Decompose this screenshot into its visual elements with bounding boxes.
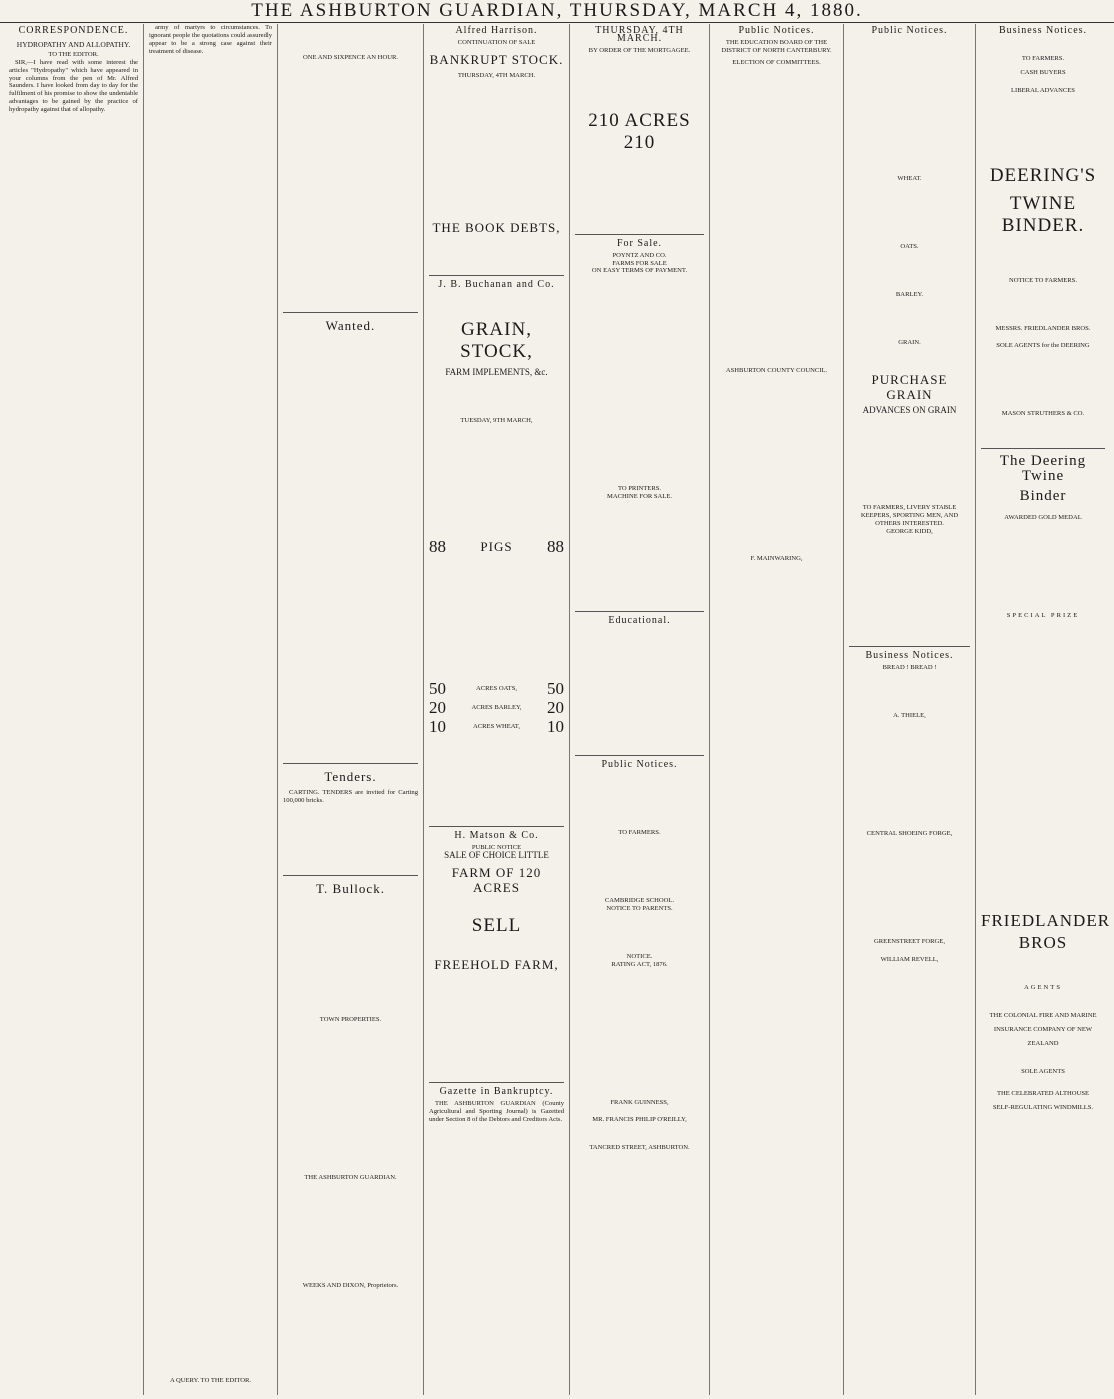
a-thiele: A. THIELE,	[893, 711, 926, 719]
barley: BARLEY.	[895, 290, 924, 298]
rating-act: RATING ACT, 1876.	[611, 960, 668, 968]
subheading-hydropathy: HYDROPATHY AND ALLOPATHY.	[16, 39, 131, 49]
acres-210: 210 ACRES 210	[588, 109, 691, 153]
deerings: DEERING'S	[989, 164, 1097, 186]
agents: AGENTS	[1023, 984, 1062, 992]
column-correspondence	[4, 24, 144, 1395]
wheat-acres-left: 10	[429, 717, 446, 737]
letter-body: SIR,—I have read with some interest the articles "Hydropathy" which have appeared in your columns from the pen of Mr. Alfred Saunders. I have looked from day to day for the fulfilment of his promise to show the undeniable advantages to be gained by the practice of hydropathy against that of allopathy.	[9, 58, 138, 114]
column-wanted	[278, 24, 424, 1395]
wheat-line	[429, 717, 564, 736]
binder: Binder	[1019, 488, 1067, 505]
heading-public-notices-2: Public Notices.	[738, 25, 815, 36]
advances-on-grain: ADVANCES ON GRAIN	[862, 404, 957, 415]
heading-public-notices: Public Notices.	[601, 759, 678, 771]
mason-struthers: MASON STRUTHERS & CO.	[1001, 410, 1085, 418]
insurance-co: INSURANCE COMPANY OF NEW	[993, 1025, 1093, 1033]
farm-implements: FARM IMPLEMENTS, &c.	[445, 366, 548, 377]
george-kidd: GEORGE KIDD,	[886, 528, 933, 536]
barley-line	[429, 698, 564, 717]
pigs-count-right: 88	[547, 537, 564, 557]
heading-public-notices-3: Public Notices.	[871, 25, 948, 36]
by-order-mortgagee: BY ORDER OF THE MORTGAGEE.	[588, 46, 691, 54]
notice-to-farmers: NOTICE TO FARMERS.	[1009, 276, 1077, 284]
barley-acres-left: 20	[429, 698, 446, 718]
column-notices-business	[844, 24, 976, 1395]
weeks-dixon: WEEKS AND DIXON, Proprietors.	[302, 1281, 399, 1289]
greenstreet-forge: GREENSTREET FORGE,	[874, 937, 945, 945]
heading-gazette: Gazette in Bankruptcy.	[439, 1086, 554, 1098]
special-prize: SPECIAL PRIZE	[1006, 612, 1080, 620]
heading-jb-buchanan: J. B. Buchanan and Co.	[438, 278, 555, 290]
to-farmers-livery: TO FARMERS, LIVERY STABLE KEEPERS, SPORTING MEN, AND OTHERS INTERESTED.	[860, 504, 959, 528]
oats-label: ACRES OATS,	[475, 684, 518, 692]
wheat-acres-right: 10	[546, 717, 564, 737]
heading-business-notices: Business Notices.	[865, 650, 954, 662]
heading-tenders: Tenders.	[324, 768, 377, 784]
friedlander-bros: MESSRS. FRIEDLANDER BROS.	[995, 324, 1091, 332]
wheat: WHEAT.	[897, 174, 922, 182]
continuation-of-sale: CONTINUATION OF SALE	[457, 38, 536, 46]
liberal-advances: LIBERAL ADVANCES	[1011, 86, 1075, 94]
heading-correspondence: CORRESPONDENCE.	[18, 25, 129, 36]
column-public-notices	[710, 24, 844, 1395]
book-debts: THE BOOK DEBTS,	[432, 219, 561, 235]
frank-guinness: FRANK GUINNESS,	[610, 1098, 669, 1106]
windmills: SELF-REGULATING WINDMILLS.	[992, 1103, 1094, 1111]
sole-agents-deering: SOLE AGENTS for the DEERING	[996, 342, 1090, 350]
central-shoeing-forge: CENTRAL SHOEING FORGE,	[866, 829, 953, 837]
heading-for-sale: For Sale.	[616, 237, 663, 249]
to-editor: TO THE EDITOR.	[48, 50, 99, 58]
notice: NOTICE.	[626, 952, 653, 960]
twine-binder: TWINE BINDER.	[1001, 192, 1085, 236]
heading-t-bullock: T. Bullock.	[316, 880, 385, 896]
choice-little: SALE OF CHOICE LITTLE	[444, 850, 549, 861]
column-auctions	[424, 24, 570, 1395]
machine-for-sale: MACHINE FOR SALE.	[606, 493, 673, 501]
heading-alfred-harrison: Alfred Harrison.	[455, 25, 538, 36]
colonial-fire: THE COLONIAL FIRE AND MARINE	[989, 1011, 1097, 1019]
farms-for-sale: FARMS FOR SALE	[612, 259, 667, 267]
to-farmers: TO FARMERS.	[618, 828, 661, 836]
gazette-body: THE ASHBURTON GUARDIAN (County Agricultural and Sporting Journal) is Gazetted under Section 8 of the Debtors and Creditors Acts.	[429, 1100, 564, 1123]
public-notice: PUBLIC NOTICE	[471, 844, 522, 852]
heading-thursday: THURSDAY, 4TH MARCH.	[595, 25, 684, 44]
francis-oreilly: MR. FRANCIS PHILIP O'REILLY,	[592, 1116, 687, 1124]
heading-wanted: Wanted.	[325, 317, 376, 333]
to-farmers-2: TO FARMERS.	[1021, 54, 1065, 62]
tenders-body: CARTING. TENDERS are invited for Carting 100,000 bricks.	[283, 788, 418, 804]
cambridge-school: CAMBRIDGE SCHOOL.	[604, 896, 675, 904]
farm-120-acres: FARM OF 120 ACRES	[451, 865, 542, 896]
sale-date: THURSDAY, 4TH MARCH.	[457, 71, 536, 79]
notice-to-parents: NOTICE TO PARENTS.	[606, 904, 673, 912]
pigs-line	[429, 534, 564, 559]
freehold-farm: FREEHOLD FARM,	[434, 957, 559, 973]
column-letters	[144, 24, 278, 1395]
sell: SELL	[471, 915, 522, 937]
friedlander-big: FRIEDLANDER BROS	[981, 911, 1110, 953]
zealand: ZEALAND	[1027, 1039, 1059, 1047]
heading-educational: Educational.	[608, 615, 671, 627]
letter-continued: army of martyrs to circumstances. To ignorant people the quotations could assuredly appear to be a strong case against their treatment of disease.	[149, 24, 272, 55]
heading-business-notices-2: Business Notices.	[998, 25, 1088, 36]
cash-buyers: CASH BUYERS	[1020, 68, 1066, 76]
wheat-label: ACRES WHEAT,	[472, 722, 520, 730]
town-properties: TOWN PROPERTIES.	[319, 1015, 382, 1023]
poyntz: POYNTZ AND CO.	[612, 251, 667, 259]
oats-acres-right: 50	[546, 679, 564, 699]
grain-stock: GRAIN, STOCK,	[460, 318, 533, 362]
oats-line	[429, 679, 564, 698]
pigs-count-left: 88	[429, 537, 446, 557]
heading-guardian: THE ASHBURTON GUARDIAN.	[304, 1173, 397, 1181]
notice-one-and-sixpence: ONE AND SIXPENCE AN HOUR.	[302, 54, 399, 61]
election-committees: ELECTION OF COMMITTEES.	[732, 58, 821, 66]
tuesday-date: TUESDAY, 9TH MARCH,	[460, 416, 533, 424]
easy-terms: ON EASY TERMS OF PAYMENT.	[591, 267, 688, 275]
column-business-notices	[976, 24, 1110, 1395]
sole-agents-2: SOLE AGENTS	[1021, 1067, 1065, 1075]
column-sales	[570, 24, 710, 1395]
heading-h-matson: H. Matson & Co.	[454, 830, 539, 842]
barley-acres-right: 20	[546, 698, 564, 718]
awarded-gold-medal: AWARDED GOLD MEDAL	[1004, 514, 1082, 522]
grain: GRAIN.	[898, 338, 921, 346]
bread-bread: BREAD ! BREAD !	[882, 663, 937, 671]
bankrupt-stock: BANKRUPT STOCK.	[429, 51, 564, 67]
query-heading: A QUERY. TO THE EDITOR.	[169, 1377, 252, 1385]
pigs-label: PIGS	[480, 539, 513, 555]
education-board: THE EDUCATION BOARD OF THE DISTRICT OF NORTH CANTERBURY.	[721, 38, 832, 54]
celebrated-althouse: THE CELEBRATED ALTHOUSE	[996, 1089, 1090, 1097]
mainwaring: F. MAINWARING,	[750, 554, 803, 562]
purchase-grain: PURCHASE GRAIN	[871, 371, 948, 402]
oats-acres-left: 50	[429, 679, 446, 699]
county-council: ASHBURTON COUNTY COUNCIL.	[725, 366, 828, 374]
barley-label: ACRES BARLEY,	[471, 703, 522, 711]
deering-twine: The Deering Twine	[999, 453, 1087, 485]
oats: OATS.	[900, 242, 919, 250]
tancred-street: TANCRED STREET, ASHBURTON.	[589, 1144, 690, 1152]
masthead: THE ASHBURTON GUARDIAN, THURSDAY, MARCH 4, 1880.	[0, 0, 1114, 23]
william-revell: WILLIAM REVELL,	[880, 955, 939, 963]
to-printers: TO PRINTERS.	[617, 485, 662, 493]
